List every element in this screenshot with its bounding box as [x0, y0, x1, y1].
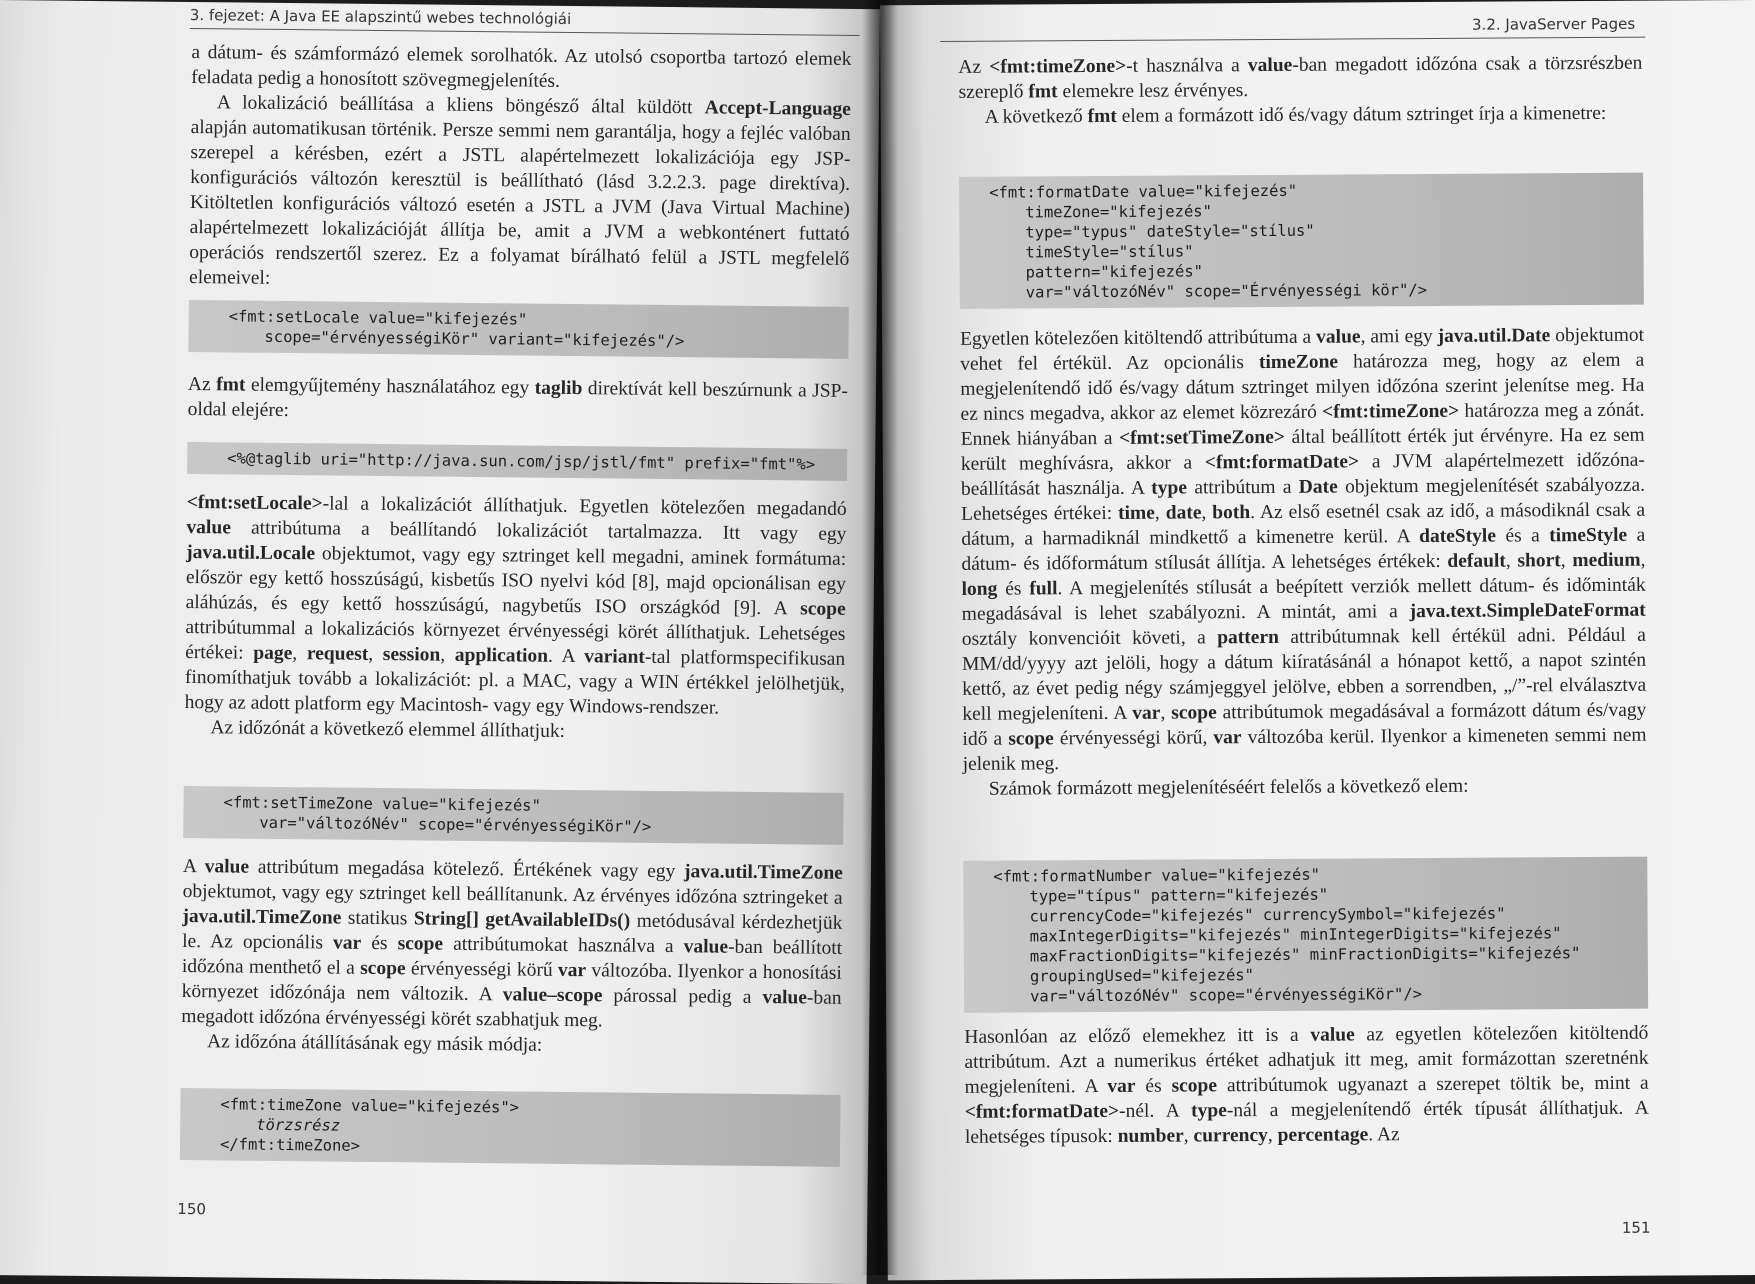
bold-term: value	[683, 936, 729, 958]
bold-term: dateStyle	[1419, 525, 1497, 548]
bold-term: short	[1517, 550, 1561, 572]
text-run: attribútumokat használva a	[443, 933, 684, 958]
text-run: a dátum- és időformátum stílusát állítja. A lehetséges értékek:	[961, 524, 1646, 575]
text-run: attribútum a	[1186, 476, 1299, 499]
text-run: alapján automatikusan történik. Persze semmi nem garantálja, hogy a fejléc valóban szerepel a kérésben, ezért a JSTL alapértelmezett lokalizációja egy JSP-konfigurációs változón keresztül is beállítható (lásd 3.2.2.3. page direktíva). Kitöltetlen konfigurációs változó esetén a JSTL a JVM (Java Virtual Machine) alapértelmezett lokalizációját állítja be, amit a JVM a webkonténert futtató operációs rendszertől szerez. Ez a folyamat bírálható felül a JSTL megfelelő elemeivel:	[188, 117, 851, 289]
text-run: -ban beállított időzóna menthető el a	[181, 936, 843, 979]
left-para-5: Az időzónát a következő elemmel állíthatjuk:	[210, 717, 566, 742]
bold-term: <fmt:setLocale>	[186, 491, 323, 515]
text-run: Hasonlóan az előző elemekhez itt is a	[964, 1024, 1311, 1048]
bold-term: scope	[1171, 1075, 1218, 1097]
text-run: érvényességi körű	[405, 958, 559, 981]
text-run: , ami egy	[1360, 325, 1438, 348]
text-run: ,	[292, 643, 307, 665]
text-run: -t használva a	[1126, 55, 1248, 77]
code-line: currencyCode="kifejezés" currencySymbol="kifejezés"	[1029, 904, 1506, 926]
bold-term: application	[454, 644, 549, 667]
bold-term: scope	[1008, 728, 1054, 750]
text-run: változóba kerül. Ilyenkor a kimeneten semmi nem jelenik meg.	[962, 724, 1647, 775]
bold-term: java.util.Locale	[186, 541, 316, 565]
code-line: <fmt:setLocale value="kifejezés"	[228, 307, 528, 329]
bold-term: java.util.Date	[1437, 325, 1551, 347]
bold-term: Accept-Language	[704, 97, 852, 120]
text-run: elemgyűjtemény használatához egy	[245, 374, 535, 399]
text-run: Az	[958, 56, 990, 78]
bold-term: timeZone	[1258, 351, 1339, 374]
text-run: osztály konvencióit követi, a	[961, 627, 1218, 650]
bold-term: number	[1117, 1125, 1184, 1147]
bold-term: var	[332, 932, 362, 954]
book-gutter	[862, 0, 898, 1275]
text-run: objektumot, vagy egy sztringet kell megadni, aminek formátuma: először egy kettő hosszúságú, kisbetűs ISO nyelvi kód [8], majd opcionálisan egy aláhúzás, és egy kettő hosszúságú, nagybetűs ISO országkód [9]. A	[185, 543, 847, 620]
right-running-head: 3.2. JavaServer Pages	[1471, 14, 1636, 34]
bold-term: both	[1212, 502, 1251, 524]
code-line: <fmt:setTimeZone value="kifejezés"	[223, 793, 541, 815]
bold-term: fmt	[1087, 105, 1117, 128]
right-page	[880, 0, 1755, 1280]
text-run: -lal a lokalizációt állíthatjuk. Egyetlen kötelezően megadandó	[322, 493, 847, 520]
right-para-4: Számok formázott megjelenítéséért felelős a következő elem:	[988, 775, 1469, 800]
text-run: és a	[1495, 525, 1550, 547]
code-line: maxFractionDigits="kifejezés" minFractionDigits="kifejezés"	[1029, 944, 1581, 966]
text-run: objektum megjelenítését szabályozza. Lehetséges értékei:	[961, 474, 1646, 525]
text-run: . Az	[1368, 1124, 1400, 1146]
left-para-7: Az időzóna átállításának egy másik módja:	[206, 1031, 543, 1056]
right-text-block-2	[960, 323, 1647, 802]
code-line: type="típus" pattern="kifejezés"	[1029, 885, 1329, 906]
left-text-block-2	[188, 372, 848, 429]
left-para-6	[181, 854, 843, 1036]
text-run: direktívát kell beszúrnunk a JSP-oldal elejére:	[187, 378, 849, 422]
code-line: var="változóNév" scope="Érvényességi kör"/>	[1025, 281, 1428, 302]
bold-term: var	[1213, 727, 1242, 749]
text-run: ,	[440, 644, 455, 666]
text-run: objektumot vehet fel értékül. Az opcionális	[960, 324, 1645, 375]
bold-term: <fmt:formatDate>	[1204, 451, 1360, 474]
bold-term: java.util.TimeZone	[683, 861, 844, 884]
bold-term: date	[1165, 502, 1202, 524]
bold-term: <fmt:timeZone>	[1322, 400, 1460, 423]
left-para-1: a dátum- és számformázó elemek sorolhatók. Az utolsó csoportba tartozó elemek feladata pedig a honosított szövegmegjelenítés.	[191, 42, 852, 92]
text-run: . Az első esetnél csak az idő, a másodiknál csak a dátum, a harmadiknál mindkettő a kimenetre kerül. A	[961, 499, 1646, 550]
code-line: <fmt:timeZone value="kifejezés">	[220, 1095, 520, 1117]
code-line: var="változóNév" scope="érvényességiKör"/>	[259, 813, 652, 836]
bold-term: medium	[1572, 549, 1641, 572]
bold-term: page	[253, 642, 293, 665]
left-code-setlocale	[188, 300, 849, 359]
text-run: és	[997, 578, 1030, 600]
text-run: attribútuma a beállítandó lokalizációt tartalmazza. Itt vagy egy	[230, 517, 847, 545]
text-run: attribútumok ugyanazt a szerepet töltik be, mint a	[1216, 1072, 1649, 1097]
bold-term: value	[1247, 54, 1293, 77]
text-run: ,	[1160, 702, 1172, 724]
text-run: ,	[1201, 502, 1213, 524]
bold-term: var	[1132, 702, 1161, 724]
code-line: törzsrész	[256, 1115, 341, 1135]
bold-term: type	[1191, 1100, 1227, 1122]
left-text-block-3	[184, 490, 847, 747]
code-line: scope="érvényességiKör" variant="kifejezés"/>	[264, 327, 685, 351]
code-line: timeStyle="stílus"	[1025, 242, 1194, 262]
bold-term: value	[1310, 1024, 1355, 1046]
bold-term: type	[1151, 477, 1188, 499]
right-code-formatnumber	[963, 857, 1648, 1013]
left-para-3	[188, 372, 848, 429]
bold-term: java.util.TimeZone	[182, 905, 342, 929]
text-run: ,	[368, 643, 383, 666]
right-code-formatdate	[959, 173, 1644, 309]
code-line: <fmt:formatNumber value="kifejezés"	[993, 865, 1321, 886]
right-para-5	[964, 1021, 1649, 1150]
text-run: metódusával kérdezhetjük le. Az opcionális	[182, 910, 843, 954]
bold-term: value–scope	[502, 984, 603, 1007]
code-line: pattern="kifejezés"	[1025, 262, 1204, 282]
text-run: attribútummal a lokalizációs környezet érvényességi körét állíthatjuk. Lehetséges értékei:	[185, 616, 846, 664]
bold-term: java.text.SimpleDateFormat	[1409, 599, 1646, 623]
bold-term: <fmt:setTimeZone>	[1118, 426, 1286, 449]
code-line: groupingUsed="kifejezés"	[1029, 966, 1254, 986]
code-line: <%@taglib uri="http://java.sun.com/jsp/jstl/fmt" prefix="fmt"%>	[227, 449, 816, 474]
text-run: -ban megadott időzóna csak a törzsrészben szereplő	[958, 52, 1643, 103]
code-line: <fmt:formatDate value="kifejezés"	[989, 181, 1298, 202]
text-run: attribútumnak kell értékül adni. Például a MM/dd/yyyy azt jelöli, hogy a dátum kiíratásánál a hónapot kettő, a napot szintén kettő, az évet pedig négy számjeggyel jelölve, ebben a sorrendben, „/”-rel elválasztva kell megjeleníteni. A	[961, 624, 1647, 725]
text-run: . A megjelenítés stílusát a beépített verziók mellett dátum- és időminták megadásával is lehet szabályozni. A mintát, ami a	[961, 574, 1646, 625]
bold-term: full	[1029, 578, 1058, 600]
left-code-taglib	[187, 442, 847, 481]
bold-term: value	[1316, 326, 1361, 348]
text-run: objektumot, vagy egy sztringet kell beállítanunk. Az érvényes időzóna sztringeket a	[182, 880, 843, 909]
left-code-settimezone	[183, 786, 844, 845]
bold-term: scope	[360, 957, 406, 980]
bold-term: fmt	[1028, 81, 1058, 103]
text-run: A	[182, 855, 205, 878]
bold-term: timeStyle	[1549, 524, 1628, 547]
text-run: Az	[187, 373, 217, 396]
text-run: attribútumok megadásával a formázott dátum és/vagy idő a	[962, 699, 1647, 750]
bold-term: request	[306, 643, 369, 665]
bold-term: session	[382, 644, 441, 666]
left-para-4	[185, 490, 847, 722]
text-run: A lokalizáció beállítása a kliens böngésző által küldött	[216, 92, 705, 119]
bold-term: variant	[584, 646, 645, 668]
bold-term: currency	[1193, 1124, 1268, 1147]
text-run: határozza meg, hogy az elem a megjelenítendő idő és/vagy dátum sztringet milyen időzóna szerint jelenítse meg. Ha ez nincs megadva, akkor az elemet közrezáró	[960, 349, 1645, 425]
bold-term: pattern	[1217, 626, 1279, 649]
text-run: -nál a megjelenítendő érték típusát állíthatjuk. A lehetséges típusok:	[964, 1097, 1649, 1148]
bold-term: String[] getAvailableIDs()	[413, 908, 631, 932]
text-run: ,	[1267, 1124, 1278, 1146]
code-line: </fmt:timeZone>	[219, 1135, 361, 1155]
text-run: ,	[1154, 502, 1166, 524]
text-run: -tal platformspecifikusan finomíthatjuk tovább a lokalizációt: pl. a MAC, vagy a WIN értékkel jelölhetjük, hogy az adott platform egy Macintosh- vagy egy Windows-rendszer.	[184, 646, 846, 719]
bold-term: Date	[1298, 476, 1338, 498]
text-run: az egyetlen kötelezően kitöltendő attribútum. Azt a numerikus értéket adhatjuk itt meg, amit formázottan szeretnénk megjeleníteni. A	[964, 1022, 1649, 1098]
bold-term: value	[762, 987, 808, 1009]
text-run: Egyetlen kötelezően kitöltendő attribútuma a	[959, 326, 1317, 350]
text-run: ,	[1640, 549, 1646, 571]
text-run: -nél. A	[1119, 1100, 1192, 1122]
bold-term: var	[557, 959, 587, 982]
text-run: . A	[547, 645, 585, 668]
text-run: és	[1135, 1075, 1172, 1097]
code-line: maxIntegerDigits="kifejezés" minIntegerDigits="kifejezés"	[1029, 924, 1562, 946]
left-text-block-1	[189, 40, 852, 297]
bold-term: scope	[1171, 702, 1217, 724]
text-run: érvényességi körű,	[1053, 727, 1214, 750]
text-run: -ban megadott időzóna érvényességi körét szabhatjuk meg.	[181, 987, 842, 1032]
text-run: által beállított érték jut érvényre. Ha ez sem került meghívásra, akkor a	[960, 424, 1645, 475]
bold-term: long	[961, 578, 998, 600]
code-line: type="typus" dateStyle="stílus"	[1025, 221, 1315, 242]
code-line: timeZone="kifejezés"	[1025, 202, 1212, 222]
bold-term: <fmt:timeZone>	[989, 55, 1127, 78]
code-line: var="változóNév" scope="érvényességiKör"/>	[1030, 985, 1423, 1006]
text-run: ,	[1183, 1125, 1194, 1147]
text-run: párossal pedig a	[602, 985, 763, 1009]
left-running-head: 3. fejezet: A Java EE alapszintű webes technológiái	[189, 5, 572, 28]
bold-term: taglib	[534, 377, 583, 400]
left-page-number: 150	[177, 1199, 207, 1219]
bold-term: <fmt:formatDate>	[964, 1100, 1120, 1123]
left-head-rule	[190, 28, 860, 36]
left-text-block-4	[181, 854, 843, 1061]
bold-term: time	[1118, 502, 1155, 524]
text-run: ,	[1560, 550, 1573, 572]
text-run: A következő	[984, 106, 1088, 128]
bold-term: var	[1107, 1075, 1136, 1097]
right-para-3	[960, 323, 1647, 777]
bold-term: value	[204, 856, 250, 878]
text-run: és	[361, 932, 398, 955]
right-para-2	[959, 101, 1643, 130]
right-text-block-1	[958, 51, 1642, 130]
text-run: elemekre lesz érvényes.	[1057, 80, 1249, 103]
right-para-1	[958, 51, 1642, 105]
text-run: ,	[1505, 550, 1518, 572]
text-run: elem a formázott idő és/vagy dátum sztringet írja a kimenetre:	[1116, 102, 1607, 127]
bold-term: fmt	[216, 374, 246, 396]
text-run: attribútum megadása kötelező. Értékének vagy egy	[248, 856, 685, 883]
bold-term: scope	[397, 933, 444, 955]
left-code-timezone	[180, 1088, 841, 1167]
right-text-block-3	[964, 1021, 1649, 1150]
bold-term: default	[1447, 550, 1506, 572]
text-run: határozza meg a zónát. Ennek hiányában a	[960, 399, 1645, 450]
right-head-rule	[940, 37, 1645, 42]
text-run: statikus	[341, 907, 414, 930]
right-page-number: 151	[1621, 1218, 1651, 1237]
bold-term: percentage	[1277, 1124, 1369, 1146]
bold-term: scope	[800, 598, 846, 620]
left-para-2	[189, 90, 851, 297]
bold-term: value	[186, 516, 232, 539]
text-run: változóba. Ilyenkor a honosítási környezet időzónája nem változik. A	[181, 960, 842, 1006]
text-run: a JVM alapértelmezett időzóna-beállítását használja. A	[960, 449, 1645, 500]
